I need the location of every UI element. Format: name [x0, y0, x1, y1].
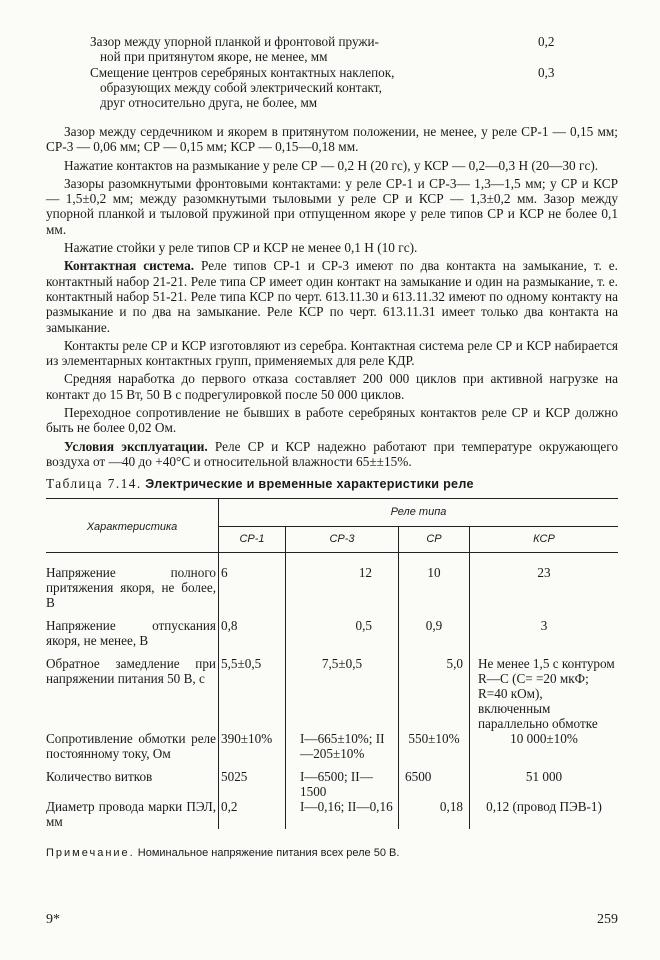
- row-label: Напряжение полного притяжения якоря, не более, В: [46, 565, 216, 611]
- spec-line: образующих между собой электрический контакт,: [100, 80, 382, 96]
- row-label: Диаметр провода марки ПЭЛ, мм: [46, 799, 216, 830]
- note-text: Номинальное напряжение питания всех реле 50 В.: [134, 847, 400, 860]
- paragraph-contact-system: [46, 258, 618, 334]
- spec-list: [46, 34, 618, 124]
- paragraph-text: Реле СР и КСР надежно работают при температуре окружающего воздуха от —40 до +40°С и относительной влажности 65±±15%.: [46, 438, 618, 469]
- spec-line: друг относительно друга, не более, мм: [100, 95, 318, 111]
- table-row: [46, 799, 618, 829]
- paragraph-contact-pressure: Нажатие контактов на размыкание у реле СР — 0,2 Н (20 гс), у КСР — 0,2—0,3 Н (20—30 гс).: [64, 157, 599, 173]
- cell: I—6500; II—1500: [286, 769, 399, 799]
- column-header-ksr: КСР: [470, 527, 619, 553]
- row-label: Количество витков: [46, 769, 153, 785]
- paragraph-stop-pressure: Нажатие стойки у реле типов СР и КСР не менее 0,1 Н (10 гс).: [64, 240, 418, 256]
- row-label: Напряжение отпускания якоря, не менее, В: [46, 618, 216, 649]
- cell: 5025: [219, 769, 286, 799]
- paragraph-contact-gaps: Зазоры разомкнутыми фронтовыми контактами: у реле СР-1 и СР-3— 1,3—1,5 мм; у СР и КСР — 1,5±0,2 мм; между разомкнутыми тыловыми у реле СР и КСР — 1,3±0,2 мм. Зазор между упорной планкой и тыловой пружиной при отпущенном якоре у реле типов СР и КСР не более 0,1 мм.: [46, 175, 618, 237]
- table-row: [46, 553, 618, 619]
- column-header-sr1: СР-1: [219, 527, 286, 553]
- page-content: [46, 34, 618, 859]
- table-row: [46, 731, 618, 769]
- table-row: [46, 656, 618, 731]
- heading-operating-conditions: Условия эксплуатации.: [64, 438, 208, 454]
- cell: 0,5: [286, 618, 399, 656]
- cell: 23: [470, 553, 619, 619]
- cell: Не менее 1,5 с контуром R—C (C= =20 мкФ; R=40 кОм), включенным параллельно обмотке: [470, 656, 619, 731]
- row-label: Обратное замедление при напряжении питания 50 В, с: [46, 656, 216, 687]
- spec-line: Зазор между упорной планкой и фронтовой пружи-: [90, 34, 379, 49]
- column-header-sr: СР: [399, 527, 470, 553]
- paragraph-contact-resistance: Переходное сопротивление не бывших в работе серебряных контактов реле СР и КСР должно быть не более 0,02 Ом.: [46, 405, 618, 436]
- spec-label-2: [90, 65, 490, 111]
- column-header-sr3: СР-3: [286, 527, 399, 553]
- cell: 0,8: [219, 618, 286, 656]
- column-header-characteristic: Характеристика: [46, 499, 219, 553]
- cell: 0,9: [399, 618, 470, 656]
- spec-value-2: 0,3: [538, 65, 555, 80]
- signature-mark: 9*: [46, 912, 60, 927]
- paragraph-armature-gap: Зазор между сердечником и якорем в притянутом положении, не менее, у реле СР-1 — 0,15 мм; СР-3 — 0,06 мм; СР — 0,15 мм; КСР — 0,15—0,18 мм.: [46, 124, 618, 155]
- cell: 6500: [399, 769, 470, 799]
- characteristics-table: [46, 498, 618, 829]
- paragraph-text: Реле типов СР-1 и СР-3 имеют по два контакта на замыкание, т. е. контактный набор 21-21. Реле типа СР имеет один контакт на замыкание и один на размыкание, т. е. контактный набор 51-21. Реле типа КСР по черт. 613.11.30 и 613.11.32 имеют по одному контакту на размыкание и по два на замыкание. Реле КСР по черт. 613.11.31 имеет только два контакта на замыкание.: [46, 258, 618, 335]
- cell: I—665±10%; II—205±10%: [286, 731, 399, 769]
- column-group-header: Реле типа: [219, 499, 619, 527]
- cell: I—0,16; II—0,16: [286, 799, 399, 829]
- paragraph-mtbf: Средняя наработка до первого отказа составляет 200 000 циклов при активной нагрузке на контакт до 15 Вт, 50 В с подрегулировкой после 50 000 циклов.: [46, 371, 618, 402]
- heading-contact-system: Контактная система.: [64, 258, 195, 274]
- table-note: [46, 847, 618, 859]
- cell: 51 000: [470, 769, 619, 799]
- table-row: [46, 769, 618, 799]
- cell: 5,0: [399, 656, 470, 731]
- cell: 390±10%: [219, 731, 286, 769]
- table-caption: [46, 476, 618, 492]
- cell: 10: [399, 553, 470, 619]
- cell: 5,5±0,5: [219, 656, 286, 731]
- cell: 10 000±10%: [470, 731, 619, 769]
- cell: 6: [219, 553, 286, 619]
- cell: 0,2: [219, 799, 286, 829]
- table-number: Таблица 7.14.: [46, 476, 142, 492]
- paragraph-contacts-material: Контакты реле СР и КСР изготовляют из серебра. Контактная система реле СР и КСР набирается из элементарных контактных групп, применяемых для реле КДР.: [46, 337, 618, 369]
- spec-line: ной при притянутом якоре, не менее, мм: [100, 49, 328, 65]
- cell: 12: [286, 553, 399, 619]
- spec-value-1: 0,2: [538, 34, 555, 49]
- paragraph-operating-conditions: [46, 439, 618, 470]
- page-number: 259: [597, 912, 618, 927]
- spec-label-1: [90, 34, 490, 64]
- note-label: Примечание.: [46, 847, 135, 860]
- cell: 7,5±0,5: [286, 656, 399, 731]
- table-row: [46, 618, 618, 656]
- cell: 0,18: [399, 799, 470, 829]
- spec-line: Смещение центров серебряных контактных наклепок,: [90, 65, 395, 80]
- row-label: Сопротивление обмотки реле постоянному току, Ом: [46, 731, 216, 762]
- cell: 3: [470, 618, 619, 656]
- cell: 0,12 (провод ПЭВ-1): [470, 799, 619, 829]
- cell: 550±10%: [399, 731, 470, 769]
- table-title: Электрические и временные характеристики реле: [145, 477, 474, 492]
